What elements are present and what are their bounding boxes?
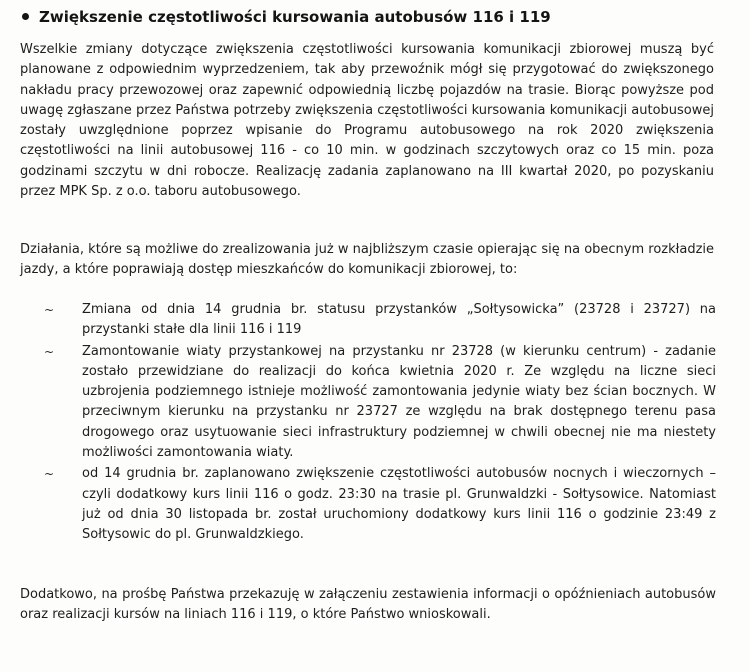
list-item <box>44 342 716 464</box>
list-item <box>44 464 716 545</box>
intro-paragraph: Wszelkie zmiany dotyczące zwiększenia częstotliwości kursowania komunikacji zbiorowej muszą być planowane z odpowiednim wyprzedzeniem, tak aby przewoźnik mógł się przygotować do zwiększonego nakładu pracy przewozowej oraz zapewnić odpowiednią liczbę pojazdów na trasie. Biorąc powyższe pod uwagę zgłaszane przez Państwa potrzeby zwiększenia częstotliwości kursowania komunikacji autobusowej zostały uwzględnione poprzez wpisanie do Programu autobusowego na rok 2020 zwiększenia częstotliwości na linii autobusowej 116 - co 10 min. w godzinach szczytowych oraz co 15 min. poza godzinami szczytu w dni robocze. Realizację zadania zaplanowano na III kwartał 2020, po pozyskaniu przez MPK Sp. z o.o. taboru autobusowego. <box>20 42 714 200</box>
list-item-text: Zmiana od dnia 14 grudnia br. statusu przystanków „Sołtysowicka” (23728 i 23727) na przystanki stałe dla linii 116 i 119 <box>82 302 716 338</box>
list-item-text: od 14 grudnia br. zaplanowano zwiększenie częstotliwości autobusów nocnych i wieczornych – czyli dodatkowy kurs linii 116 o godz. 23:30 na trasie pl. Grunwaldzki - Sołtysowice. Natomiast już od dnia 30 listopada br. został uruchomiony dodatkowy kurs linii 116 o godzinie 23:49 z Sołtysowic do pl. Grunwaldzkiego. <box>82 466 716 543</box>
closing-paragraph: Dodatkowo, na prośbę Państwa przekazuję w załączeniu zestawienia informacji o opóźnieniach autobusów oraz realizacji kursów na liniach 116 i 119, o które Państwo wnioskowali. <box>20 587 716 623</box>
actions-intro-paragraph: Działania, które są możliwe do zrealizowania już w najbliższym czasie opierając się na obecnym rozkładzie jazdy, a które poprawiają dostęp mieszkańców do komunikacji zbiorowej, to: <box>20 242 714 278</box>
tilde-dash-icon: ~ <box>44 344 55 359</box>
list-item <box>44 300 716 341</box>
section-heading <box>18 6 738 28</box>
actions-list <box>44 300 716 546</box>
list-item-text: Zamontowanie wiaty przystankowej na przystanku nr 23728 (w kierunku centrum) - zadanie zostało przewidziane do realizacji do końca kwietnia 2020 r. Ze względu na liczne sieci uzbrojenia podziemnego istnieje możliwość zamontowania jedynie wiaty bez ścian bocznych. W przeciwnym kierunku na przystanku nr 23727 ze względu na brak dostępnego terenu pasa drogowego oraz usytuowanie sieci infrastruktury podziemnej w chwili obecnej nie ma niestety możliwości zamontowania wiaty. <box>82 343 716 461</box>
section-title: Zwiększenie częstotliwości kursowania autobusów 116 i 119 <box>39 8 551 26</box>
bullet-icon <box>22 13 29 20</box>
tilde-dash-icon: ~ <box>44 303 55 317</box>
tilde-dash-icon: ~ <box>44 467 55 482</box>
